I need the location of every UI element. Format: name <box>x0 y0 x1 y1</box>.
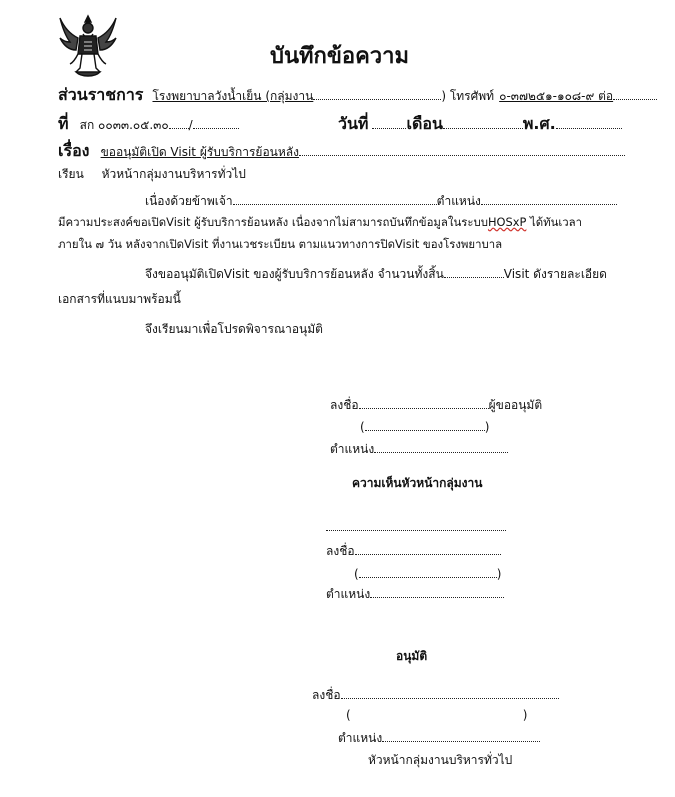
approval-position-label: ตำแหน่ง <box>338 731 383 745</box>
sign1-position-row <box>330 440 508 459</box>
p2-b: Visit ดังรายละเอียด <box>503 267 607 281</box>
p1-start: เนื่องด้วยข้าพเจ้า <box>145 194 233 208</box>
ref-dots-2 <box>193 116 239 129</box>
agency-dots <box>313 87 441 100</box>
opinion-name-row <box>354 565 501 581</box>
year-dots <box>556 116 622 129</box>
agency-value: โรงพยาบาลวังน้ำเย็น (กลุ่มงาน <box>152 89 314 103</box>
to-row <box>58 165 246 184</box>
date-row <box>338 112 622 137</box>
opinion-paren-open: ( <box>354 567 359 581</box>
sign1-suffix: ผู้ขออนุมัติ <box>488 398 543 412</box>
p1-hosxp: HOSxP <box>487 215 527 229</box>
p1-name-dots <box>233 192 437 205</box>
opinion-position-row <box>326 585 504 604</box>
opinion-sign-label: ลงชื่อ <box>326 544 355 558</box>
ref-slash: / <box>188 118 193 132</box>
approval-title: อนุมัติ <box>396 649 428 663</box>
ref-row <box>58 112 239 137</box>
sign1-paren-open: ( <box>360 420 365 434</box>
para1-line2 <box>58 214 582 232</box>
month-dots <box>443 116 523 129</box>
subject-label: เรื่อง <box>58 141 90 160</box>
sign1-position-label: ตำแหน่ง <box>330 442 375 456</box>
opinion-line <box>326 516 506 535</box>
p1-position-dots <box>481 192 617 205</box>
opinion-sign-row <box>326 542 501 561</box>
to-value: หัวหน้ากลุ่มงานบริหารทั่วไป <box>101 167 246 181</box>
sign1-name-dots <box>365 418 485 431</box>
approval-sign-label: ลงชื่อ <box>312 688 341 702</box>
approval-sign-dots <box>341 686 559 699</box>
sign1-label: ลงชื่อ <box>330 398 359 412</box>
subject-row <box>58 139 625 164</box>
sign1-name-row <box>360 418 489 434</box>
subject-value: ขออนุมัติเปิด Visit ผู้รับบริการย้อนหลัง <box>100 145 299 159</box>
date-label: วันที่ <box>338 114 369 133</box>
agency-row <box>58 83 624 108</box>
agency-label: ส่วนราชการ <box>58 85 144 104</box>
opinion-position-dots <box>370 585 504 598</box>
ref-label: ที่ <box>58 114 69 133</box>
opinion-position-label: ตำแหน่ง <box>326 587 371 601</box>
sign1-dots <box>359 396 489 409</box>
approval-position-dots <box>382 729 540 742</box>
month-label: เดือน <box>406 114 443 133</box>
opinion-title: ความเห็นหัวหน้ากลุ่มงาน <box>352 476 483 490</box>
ref-dots-1 <box>169 116 189 129</box>
opinion-dots <box>326 518 506 531</box>
p1-line2-b: ได้ทันเวลา <box>526 215 583 229</box>
sign1-position-dots <box>374 440 508 453</box>
para2-line2: เอกสารที่แนบมาพร้อมนี้ <box>58 292 181 306</box>
phone-value: ๐-๓๗๒๕๑-๑๐๘-๙ ต่อ <box>499 89 614 103</box>
para1-line1 <box>145 192 617 211</box>
p1-line2-a: มีความประสงค์ขอเปิดVisit ผู้รับบริการย้อนหลัง เนื่องจากไม่สามารถบันทึกข้อมูลในระบบ <box>58 215 488 229</box>
approval-paren-close: ) <box>522 708 528 722</box>
para2-line1 <box>145 265 607 284</box>
approval-position-row <box>338 729 540 748</box>
p1-position: ตำแหน่ง <box>436 194 481 208</box>
memo-title: บันทึกข้อความ <box>270 44 410 69</box>
approval-name-row <box>346 708 527 722</box>
phone-dots <box>613 87 657 100</box>
para3: จึงเรียนมาเพื่อโปรดพิจารณาอนุมัติ <box>145 322 323 336</box>
opinion-name-dots <box>359 565 497 578</box>
subject-dots <box>299 143 625 156</box>
opinion-paren-close: ) <box>496 567 502 581</box>
ref-value: สก ๐๐๓๓.๐๕.๓๐ <box>79 118 169 132</box>
approval-paren-open: ( <box>346 708 351 722</box>
date-dots <box>372 116 406 129</box>
sign1-paren-close: ) <box>484 420 490 434</box>
approval-position-value: หัวหน้ากลุ่มงานบริหารทั่วไป <box>368 753 513 767</box>
p2-count-dots <box>444 265 504 278</box>
para1-line3: ภายใน ๗ วัน หลังจากเปิดVisit ที่งานเวชระเบียน ตามแนวทางการปิดVisit ของโรงพยาบาล <box>58 237 503 251</box>
phone-label: ) โทรศัพท์ <box>441 89 495 103</box>
sign1-row <box>330 396 542 415</box>
p2-a: จึงขออนุมัติเปิดVisit ของผู้รับบริการย้อนหลัง จำนวนทั้งสิ้น <box>145 267 444 281</box>
opinion-sign-dots <box>355 542 501 555</box>
approval-sign-row <box>312 686 559 705</box>
year-label: พ.ศ. <box>522 114 556 133</box>
to-label: เรียน <box>58 167 84 181</box>
garuda-emblem <box>56 12 120 78</box>
